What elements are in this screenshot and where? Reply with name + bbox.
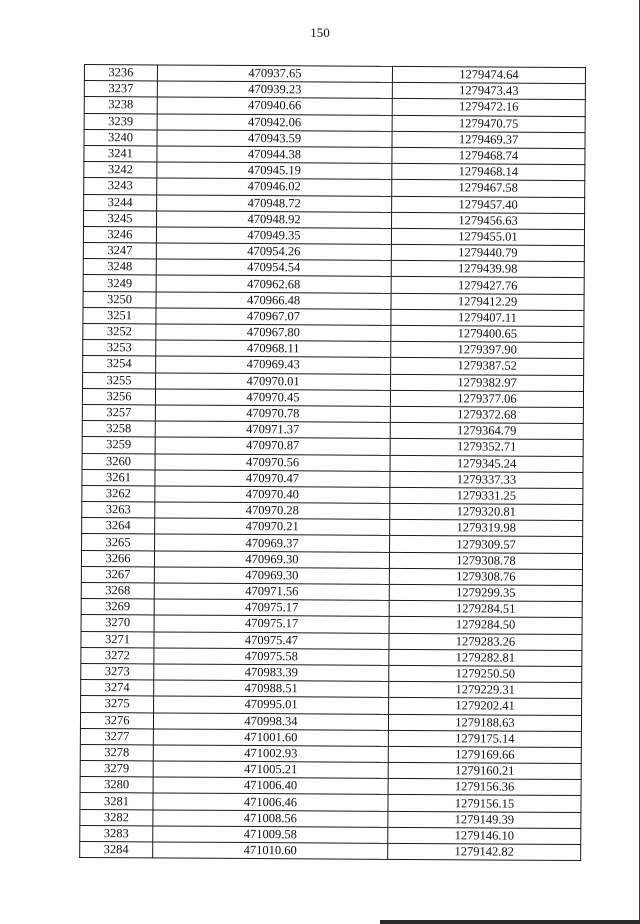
y-coordinate-cell: 1279455.01 <box>391 228 584 245</box>
y-coordinate-cell: 1279470.75 <box>392 115 585 132</box>
y-coordinate-cell: 1279319.98 <box>390 520 583 537</box>
y-coordinate-cell: 1279352.71 <box>390 439 583 456</box>
point-number-cell: 3241 <box>84 145 157 162</box>
point-number-cell: 3256 <box>82 388 155 405</box>
scan-bottom-shadow <box>380 920 640 924</box>
point-number-cell: 3245 <box>84 210 157 227</box>
y-coordinate-cell: 1279397.90 <box>391 342 584 359</box>
y-coordinate-cell: 1279467.58 <box>392 180 585 197</box>
x-coordinate-cell: 470962.68 <box>156 275 391 293</box>
y-coordinate-cell: 1279345.24 <box>390 455 583 472</box>
coordinates-table <box>79 64 586 861</box>
y-coordinate-cell: 1279250.50 <box>389 665 582 682</box>
x-coordinate-cell: 471006.40 <box>153 777 388 795</box>
y-coordinate-cell: 1279456.63 <box>392 212 585 229</box>
point-number-cell: 3281 <box>80 793 153 810</box>
y-coordinate-cell: 1279474.64 <box>392 66 585 83</box>
y-coordinate-cell: 1279156.36 <box>388 779 581 796</box>
point-number-cell: 3262 <box>82 485 155 502</box>
y-coordinate-cell: 1279372.68 <box>390 406 583 423</box>
point-number-cell: 3239 <box>84 113 157 130</box>
y-coordinate-cell: 1279308.78 <box>389 552 582 569</box>
y-coordinate-cell: 1279439.98 <box>391 261 584 278</box>
y-coordinate-cell: 1279299.35 <box>389 584 582 601</box>
point-number-cell: 3258 <box>82 421 155 438</box>
x-coordinate-cell: 470970.87 <box>155 437 390 455</box>
point-number-cell: 3264 <box>82 518 155 535</box>
x-coordinate-cell: 470970.01 <box>156 373 391 391</box>
point-number-cell: 3265 <box>82 534 155 551</box>
y-coordinate-cell: 1279468.74 <box>392 147 585 164</box>
y-coordinate-cell: 1279149.39 <box>388 811 581 828</box>
x-coordinate-cell: 470945.19 <box>157 162 392 180</box>
y-coordinate-cell: 1279320.81 <box>390 503 583 520</box>
x-coordinate-cell: 471008.56 <box>153 810 388 828</box>
point-number-cell: 3252 <box>83 323 156 340</box>
x-coordinate-cell: 470975.17 <box>154 615 389 633</box>
point-number-cell: 3260 <box>82 453 155 470</box>
point-number-cell: 3274 <box>81 680 154 697</box>
x-coordinate-cell: 470948.92 <box>157 211 392 229</box>
point-number-cell: 3282 <box>80 809 153 826</box>
y-coordinate-cell: 1279331.25 <box>390 487 583 504</box>
y-coordinate-cell: 1279440.79 <box>391 244 584 261</box>
point-number-cell: 3269 <box>81 599 154 616</box>
point-number-cell: 3243 <box>84 178 157 195</box>
x-coordinate-cell: 470971.56 <box>154 583 389 601</box>
x-coordinate-cell: 470970.28 <box>155 502 390 520</box>
y-coordinate-cell: 1279169.66 <box>388 746 581 763</box>
x-coordinate-cell: 470954.26 <box>156 243 391 261</box>
x-coordinate-cell: 470988.51 <box>154 680 389 698</box>
x-coordinate-cell: 470995.01 <box>154 696 389 714</box>
point-number-cell: 3284 <box>80 841 153 858</box>
point-number-cell: 3271 <box>81 631 154 648</box>
point-number-cell: 3279 <box>80 761 153 778</box>
x-coordinate-cell: 470954.54 <box>156 259 391 277</box>
point-number-cell: 3247 <box>83 243 156 260</box>
x-coordinate-cell: 470969.43 <box>156 356 391 374</box>
point-number-cell: 3253 <box>83 340 156 357</box>
x-coordinate-cell: 471010.60 <box>153 842 388 860</box>
x-coordinate-cell: 470975.17 <box>154 599 389 617</box>
x-coordinate-cell: 470969.30 <box>154 551 389 569</box>
x-coordinate-cell: 470970.40 <box>155 486 390 504</box>
x-coordinate-cell: 470939.23 <box>157 81 392 99</box>
y-coordinate-cell: 1279282.81 <box>389 649 582 666</box>
coordinates-table-body <box>80 65 586 861</box>
y-coordinate-cell: 1279160.21 <box>388 762 581 779</box>
point-number-cell: 3251 <box>83 307 156 324</box>
point-number-cell: 3263 <box>82 502 155 519</box>
point-number-cell: 3272 <box>81 647 154 664</box>
point-number-cell: 3276 <box>80 712 153 729</box>
point-number-cell: 3255 <box>83 372 156 389</box>
point-number-cell: 3250 <box>83 291 156 308</box>
point-number-cell: 3266 <box>81 550 154 567</box>
y-coordinate-cell: 1279156.15 <box>388 795 581 812</box>
x-coordinate-cell: 470970.56 <box>155 453 390 471</box>
x-coordinate-cell: 470969.30 <box>154 567 389 585</box>
point-number-cell: 3257 <box>82 404 155 421</box>
x-coordinate-cell: 470969.37 <box>155 534 390 552</box>
x-coordinate-cell: 470966.48 <box>156 292 391 310</box>
x-coordinate-cell: 470944.38 <box>157 146 392 164</box>
y-coordinate-cell: 1279472.16 <box>392 99 585 116</box>
y-coordinate-cell: 1279188.63 <box>388 714 581 731</box>
y-coordinate-cell: 1279337.33 <box>390 471 583 488</box>
y-coordinate-cell: 1279284.50 <box>389 617 582 634</box>
x-coordinate-cell: 471009.58 <box>153 826 388 844</box>
x-coordinate-cell: 470967.80 <box>156 324 391 342</box>
point-number-cell: 3259 <box>82 437 155 454</box>
x-coordinate-cell: 470971.37 <box>155 421 390 439</box>
y-coordinate-cell: 1279457.40 <box>392 196 585 213</box>
y-coordinate-cell: 1279146.10 <box>388 827 581 844</box>
y-coordinate-cell: 1279364.79 <box>390 423 583 440</box>
y-coordinate-cell: 1279469.37 <box>392 131 585 148</box>
x-coordinate-cell: 470970.45 <box>155 389 390 407</box>
y-coordinate-cell: 1279427.76 <box>391 277 584 294</box>
y-coordinate-cell: 1279468.14 <box>392 164 585 181</box>
point-number-cell: 3246 <box>83 226 156 243</box>
y-coordinate-cell: 1279283.26 <box>389 633 582 650</box>
y-coordinate-cell: 1279400.65 <box>391 325 584 342</box>
x-coordinate-cell: 470998.34 <box>153 712 388 730</box>
x-coordinate-cell: 470948.72 <box>157 194 392 212</box>
x-coordinate-cell: 470970.21 <box>155 518 390 536</box>
x-coordinate-cell: 470968.11 <box>156 340 391 358</box>
y-coordinate-cell: 1279387.52 <box>391 358 584 375</box>
y-coordinate-cell: 1279229.31 <box>389 681 582 698</box>
point-number-cell: 3283 <box>80 825 153 842</box>
x-coordinate-cell: 470943.59 <box>157 130 392 148</box>
y-coordinate-cell: 1279473.43 <box>392 83 585 100</box>
y-coordinate-cell: 1279412.29 <box>391 293 584 310</box>
point-number-cell: 3242 <box>84 162 157 179</box>
point-number-cell: 3248 <box>83 259 156 276</box>
y-coordinate-cell: 1279382.97 <box>391 374 584 391</box>
point-number-cell: 3240 <box>84 129 157 146</box>
point-number-cell: 3254 <box>83 356 156 373</box>
x-coordinate-cell: 470983.39 <box>154 664 389 682</box>
point-number-cell: 3244 <box>84 194 157 211</box>
point-number-cell: 3277 <box>80 728 153 745</box>
page-number: 150 <box>310 25 330 40</box>
x-coordinate-cell: 471001.60 <box>153 729 388 747</box>
point-number-cell: 3237 <box>84 81 157 98</box>
y-coordinate-cell: 1279284.51 <box>389 601 582 618</box>
x-coordinate-cell: 470949.35 <box>156 227 391 245</box>
x-coordinate-cell: 470975.47 <box>154 632 389 650</box>
point-number-cell: 3249 <box>83 275 156 292</box>
x-coordinate-cell: 470967.07 <box>156 308 391 326</box>
point-number-cell: 3270 <box>81 615 154 632</box>
point-number-cell: 3236 <box>84 65 157 82</box>
x-coordinate-cell: 471006.46 <box>153 793 388 811</box>
point-number-cell: 3278 <box>80 744 153 761</box>
point-number-cell: 3275 <box>81 696 154 713</box>
x-coordinate-cell: 470970.47 <box>155 470 390 488</box>
point-number-cell: 3238 <box>84 97 157 114</box>
x-coordinate-cell: 471005.21 <box>153 761 388 779</box>
y-coordinate-cell: 1279309.57 <box>390 536 583 553</box>
x-coordinate-cell: 470970.78 <box>155 405 390 423</box>
x-coordinate-cell: 470942.06 <box>157 114 392 132</box>
point-number-cell: 3268 <box>81 582 154 599</box>
table-row <box>80 841 581 860</box>
point-number-cell: 3280 <box>80 777 153 794</box>
y-coordinate-cell: 1279377.06 <box>390 390 583 407</box>
y-coordinate-cell: 1279308.76 <box>389 568 582 585</box>
y-coordinate-cell: 1279407.11 <box>391 309 584 326</box>
x-coordinate-cell: 470937.65 <box>157 65 392 83</box>
y-coordinate-cell: 1279202.41 <box>389 698 582 715</box>
point-number-cell: 3267 <box>81 566 154 583</box>
x-coordinate-cell: 470940.66 <box>157 97 392 115</box>
x-coordinate-cell: 471002.93 <box>153 745 388 763</box>
x-coordinate-cell: 470975.58 <box>154 648 389 666</box>
point-number-cell: 3273 <box>81 663 154 680</box>
x-coordinate-cell: 470946.02 <box>157 178 392 196</box>
y-coordinate-cell: 1279142.82 <box>388 843 581 860</box>
y-coordinate-cell: 1279175.14 <box>388 730 581 747</box>
point-number-cell: 3261 <box>82 469 155 486</box>
